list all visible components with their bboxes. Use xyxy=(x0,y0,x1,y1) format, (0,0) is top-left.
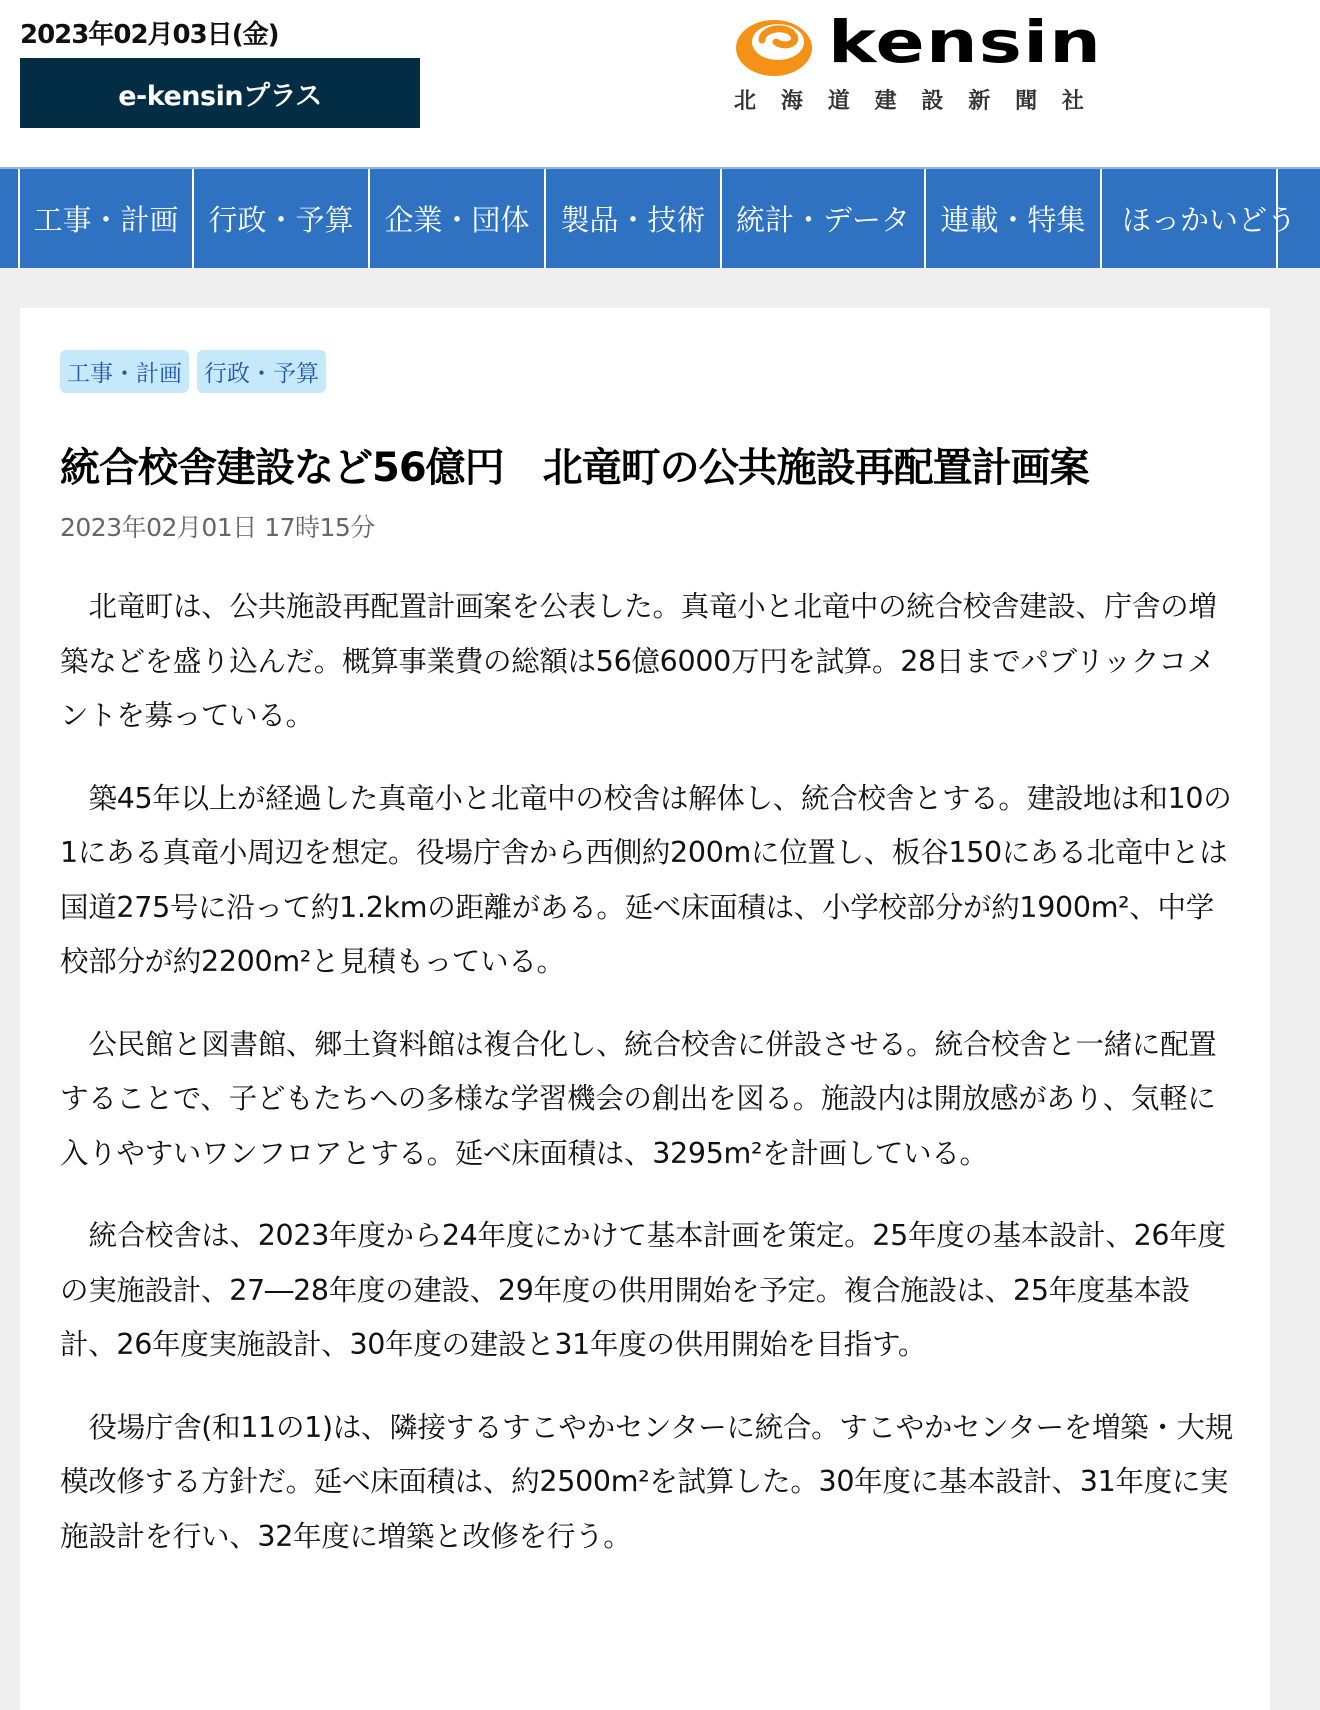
logo-subtitle-char: 海 xyxy=(780,89,803,114)
article-paragraph: 統合校舎は、2023年度から24年度にかけて基本計画を策定。25年度の基本設計、26年度の実施設計、27―28年度の建設、29年度の供用開始を予定。複合施設は、25年度基本設計、26年度実施設計、30年度の建設と31年度の供用開始を目指す。 xyxy=(60,1219,1226,1361)
logo-wordmark: kensin xyxy=(828,8,1103,76)
swirl-logo-icon xyxy=(732,14,816,78)
article-paragraph: 北竜町は、公共施設再配置計画案を公表した。真竜小と北竜中の統合校舎建設、庁舎の増築などを盛り込んだ。概算事業費の総額は56億6000万円を試算。28日までパブリックコメントを募っている。 xyxy=(60,590,1217,732)
tag-administration-budget[interactable]: 行政・予算 xyxy=(197,350,326,393)
logo-subtitle-char: 新 xyxy=(968,89,991,114)
article-paragraph: 築45年以上が経過した真竜小と北竜中の校舎は解体し、統合校舎とする。建設地は和10の1にある真竜小周辺を想定。役場庁舎から西側約200mに位置し、板谷150にある北竜中とは国道275号に沿って約1.2kmの距離がある。延べ床面積は、小学校部分が約1900m²、中学校部分が約2200m²と見積もっている。 xyxy=(60,781,1232,978)
site-header xyxy=(0,0,1320,168)
e-kensin-plus-button[interactable]: e-kensinプラス xyxy=(20,58,420,128)
nav-item-construction-planning[interactable]: 工事・計画 xyxy=(20,169,194,268)
logo-subtitle-char: 社 xyxy=(1061,89,1084,114)
nav-item-administration-budget[interactable]: 行政・予算 xyxy=(194,169,370,268)
logo-subtitle-char: 北 xyxy=(734,89,757,114)
logo-subtitle-char: 建 xyxy=(874,89,897,114)
nav-item-hokkaido[interactable]: ほっかいどう xyxy=(1102,169,1278,268)
nav-item-statistics-data[interactable]: 統計・データ xyxy=(722,169,926,268)
logo-subtitle-char: 設 xyxy=(921,89,944,114)
article-paragraph: 公民館と図書館、郷土資料館は複合化し、統合校舎に併設させる。統合校舎と一緒に配置することで、子どもたちへの多様な学習機会の創出を図る。施設内は開放感があり、気軽に入りやすいワンフロアとする。延べ床面積は、3295m²を計画している。 xyxy=(60,1027,1217,1170)
nav-item-series-features[interactable]: 連載・特集 xyxy=(926,169,1102,268)
logo-subtitle xyxy=(734,84,1084,115)
article-body xyxy=(60,580,1240,1592)
tag-construction-planning[interactable]: 工事・計画 xyxy=(60,350,189,393)
published-timestamp: 2023年02月01日 17時15分 xyxy=(60,513,375,542)
article-card xyxy=(20,308,1270,1710)
article-title: 統合校舎建設など56億円 北竜町の公共施設再配置計画案 xyxy=(60,445,1089,491)
current-date: 2023年02月03日(金) xyxy=(20,20,279,50)
kensin-logo[interactable] xyxy=(732,8,1103,114)
nav-item-companies-organizations[interactable]: 企業・団体 xyxy=(370,169,546,268)
article-paragraph: 役場庁舎(和11の1)は、隣接するすこやかセンターに統合。すこやかセンターを増築・大規模改修する方針だ。延べ床面積は、約2500m²を試算した。30年度に基本設計、31年度に実施設計を行い、32年度に増築と改修を行う。 xyxy=(60,1410,1233,1553)
nav-spacer xyxy=(0,169,20,268)
category-nav xyxy=(0,167,1320,268)
nav-item-products-technology[interactable]: 製品・技術 xyxy=(546,169,722,268)
article-tags xyxy=(60,350,326,393)
logo-subtitle-char: 道 xyxy=(827,89,850,114)
logo-subtitle-char: 聞 xyxy=(1015,89,1038,114)
